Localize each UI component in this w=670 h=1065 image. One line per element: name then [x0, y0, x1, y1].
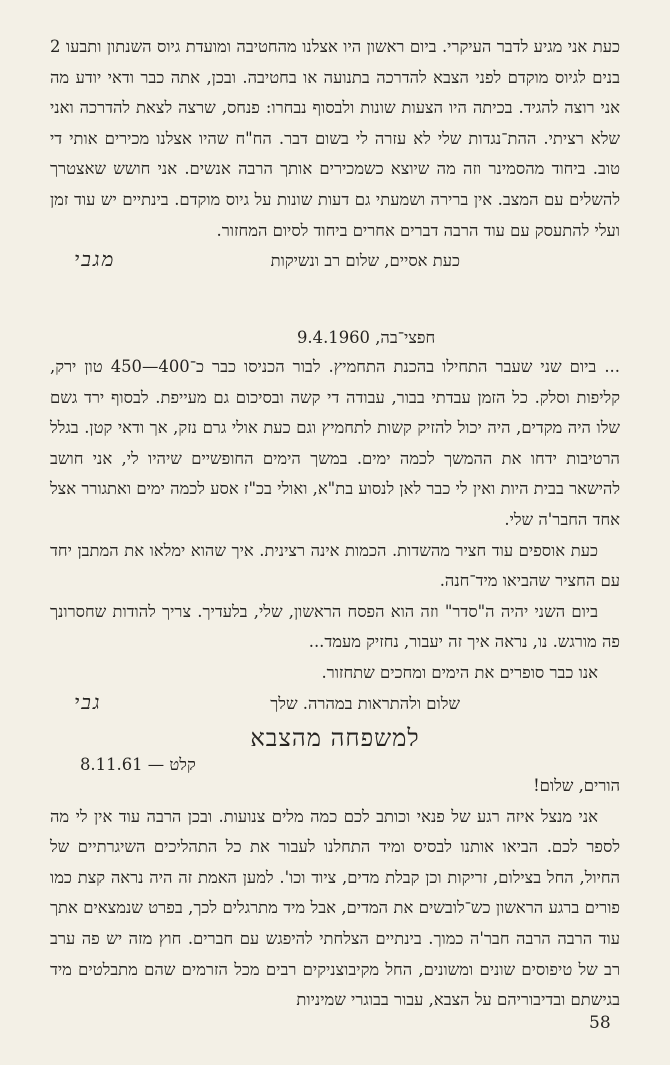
letter-1-signature: מגבי: [74, 247, 116, 272]
letter-1-signoff: [50, 246, 620, 276]
letter-2-paragraph-1: ... ביום שני שעבר התחילו בהכנת התחמיץ. לבור הכניסו כבר כ־400—450 טון ירק, קליפות וסלק. כל הזמן עבדתי בבור, עבודה די קשה ובסיכום גם מעייפת. לבסוף ירד גשם שלו היה מקדים, היה יכול להזיק קשות לתחמיץ וגם כעת אולי גרם נזק, אך ודאי קטן. בגלל הרטיבות ידחו את ההמשך לכמה ימים. במשך הימים החופשיים שיהיו לי, אני חושב להישאר בבית היות ואין לי כבר לאן לנסוע בת"א, ואולי בכ"ז אסע לכמה ימים ואתגורר אצל אחד החבר'ה שלי.: [50, 357, 620, 529]
section-dateline: קלט — 8.11.61: [80, 755, 196, 774]
section-heading: למשפחה מהצבא: [250, 724, 420, 752]
letter-1: [50, 32, 620, 276]
letter-2-dateline: חפצי־בה, 9.4.1960: [297, 328, 436, 347]
section-greeting: הורים, שלום!: [533, 776, 620, 795]
letter-2-paragraph-3: ביום השני יהיה ה"סדר" וזה הוא הפסח הראשון, שלי, בלעדיך. צריך להודות שחסרונך פה מורגש. נו, נראה איך זה יעבור, נחזיק מעמד...: [50, 601, 620, 652]
letter-1-closing: כעת אסיים, שלום רב ונשיקות: [270, 251, 460, 271]
letter-2-signature: גבי: [74, 689, 102, 714]
page-number: 58: [589, 1013, 611, 1033]
section-letter: [50, 771, 620, 1016]
letter-1-paragraph: כעת אני מגיע לדבר העיקרי. ביום ראשון היו אצלנו מהחטיבה ומועדת גיוס השנתון ותבעו 2 בנים לגיוס מוקדם לפני הצבא להדרכה בתנועה או בחטיבה. ובכן, אתה כבר ודאי יודע מה אני רוצה להגיד. בכיתה היו הצעות שונות ולבסוף נבחרו: פנחס, שרצה לצאת להדרכה ואני שלא רציתי. ההת־נגדות שלי לא עזרה לי בשום דבר. הח"ח שהיו אצלנו מכירים אותי די טוב. ביחוד מהסמינר וזה מה שיוצא כשמכירים אותך הרבה אנשים. אני חושש שאצטרך להשלים עם המצב. אין ברירה ושמעתי גם דעות שונות על גיוס מוקדם. בינתיים יש עוד זמן ועלי להתעסק עם עוד הרבה דברים אחרים ביחוד לסיום המחזור.: [50, 37, 620, 240]
section-paragraph: אני מנצל איזה רגע של פנאי וכותב לכם כמה מלים צנועות. ובכן הרבה עוד אין לי מה לספר לכם. הביאו אותנו לבסיס ומיד התחלנו לעבור את כל התהליכים השיגרתיים של החיול, החל בצילום, זריקות וכן קבלת מדים, ציוד וכו'. למען האמת זה היה נראה קצת כמו פורים ברגע הראשון כש־לובשים את המדים, אבל מיד מתרגלים לכך, בפרט שנמצאים אתך עוד הרבה הרבה חבר'ה כמוך. בינתיים הצלחתי להיפגש עם חברים. חוץ מזה יש פה ערב רב של טיפוסים שונים ומשונים, החל מקיבוצניקים רבים מכל הזרמים שהם מתבלטים מיד בגישתם ובדיבוריהם על הצבא, עבור בבוגרי שמיניות: [50, 806, 620, 1010]
letter-2-paragraph-4: אנו כבר סופרים את הימים ומחכים שתחזור.: [321, 662, 598, 682]
letter-2-signoff: [50, 689, 620, 719]
letter-2-paragraph-2: כעת אוספים עוד חציר מהשדות. הכמות אינה רצינית. איך שהוא ימלאו את המתבן יחד עם החציר שהביאו מיד־חנה.: [50, 540, 620, 591]
letter-2-closing: שלום ולהתראות במהרה. שלך: [270, 693, 460, 713]
letter-2: [50, 352, 620, 719]
